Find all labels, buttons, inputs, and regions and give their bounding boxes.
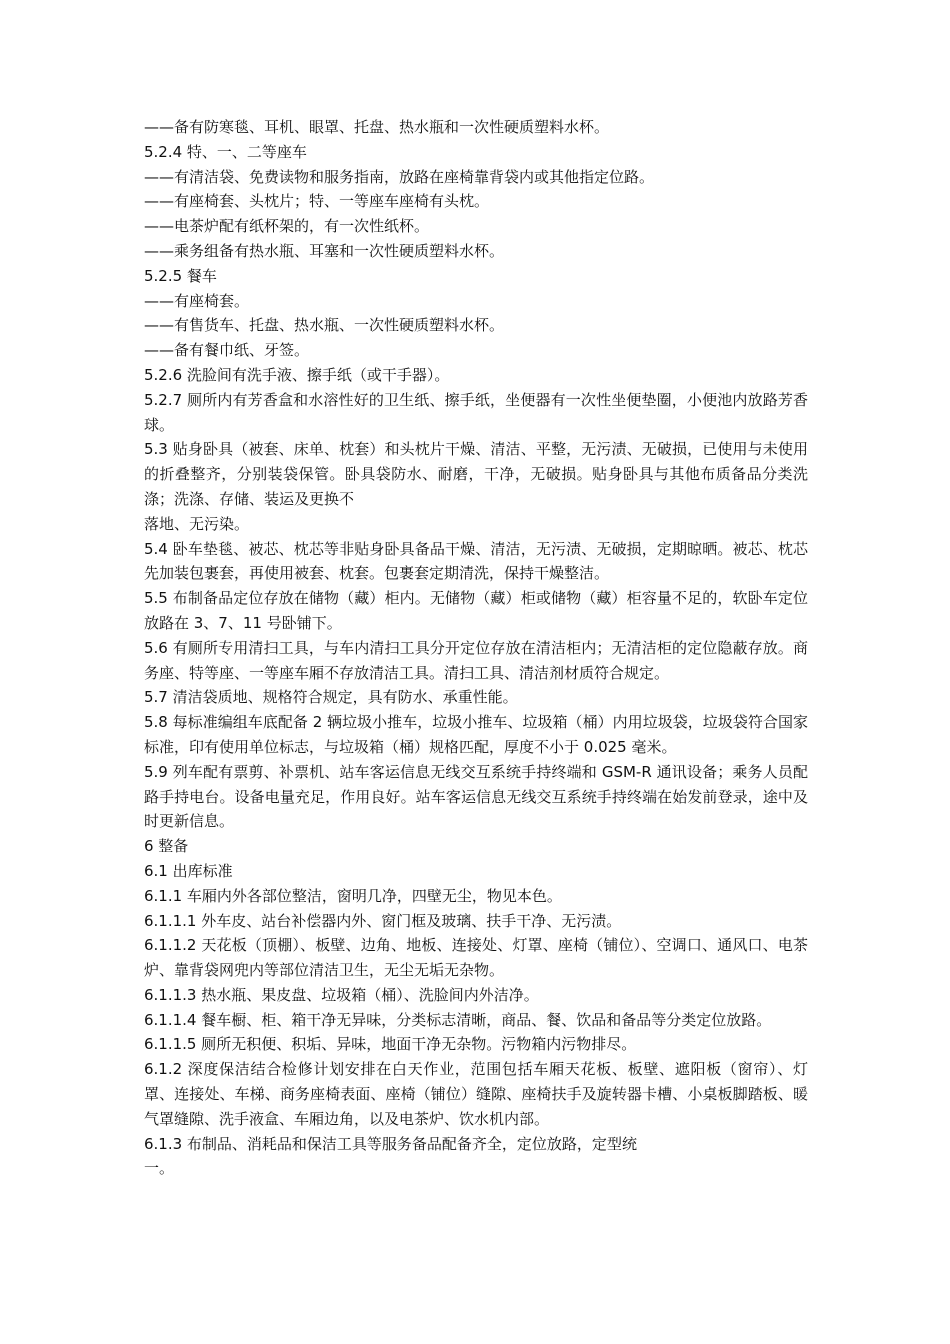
paragraph: 6.1.1.2 天花板（顶棚）、板壁、边角、地板、连接处、灯罩、座椅（铺位）、空调口、通风口、电茶炉、靠背袋网兜内等部位清洁卫生，无尘无垢无杂物。 bbox=[144, 936, 808, 980]
paragraph: 5.9 列车配有票剪、补票机、站车客运信息无线交互系统手持终端和 GSM-R 通讯设备；乘务人员配路手持电台。设备电量充足，作用良好。站车客运信息无线交互系统手持终端在始发前登录，途中及时更新信息。 bbox=[144, 762, 808, 831]
section-heading: 6 整备 bbox=[144, 837, 189, 856]
paragraph: 6.1.1.5 厕所无积便、积垢、异味，地面干净无杂物。污物箱内污物排尽。 bbox=[144, 1035, 637, 1054]
paragraph: 6.1.1.4 餐车橱、柜、箱干净无异味，分类标志清晰，商品、餐、饮品和备品等分类定位放路。 bbox=[144, 1010, 772, 1029]
paragraph: ——有座椅套、头枕片；特、一等座车座椅有头枕。 bbox=[144, 192, 490, 211]
paragraph: 5.6 有厕所专用清扫工具，与车内清扫工具分开定位存放在清洁柜内；无清洁柜的定位隐蔽存放。商务座、特等座、一等座车厢不存放清洁工具。清扫工具、清洁剂材质符合规定。 bbox=[144, 638, 808, 682]
paragraph: 5.2.7 厕所内有芳香盒和水溶性好的卫生纸、擦手纸，坐便器有一次性坐便垫圈，小便池内放路芳香球。 bbox=[144, 390, 808, 434]
paragraph: 6.1.1.3 热水瓶、果皮盘、垃圾箱（桶）、洗脸间内外洁净。 bbox=[144, 985, 539, 1004]
paragraph: 6.1.3 布制品、消耗品和保洁工具等服务备品配备齐全，定位放路，定型统 bbox=[144, 1134, 637, 1153]
paragraph: 落地、无污染。 bbox=[144, 514, 250, 533]
paragraph: ——有座椅套。 bbox=[144, 291, 250, 310]
paragraph: 6.1.2 深度保洁结合检修计划安排在白天作业，范围包括车厢天花板、板壁、遮阳板（窗帘）、灯罩、连接处、车梯、商务座椅表面、座椅（铺位）缝隙、座椅扶手及旋转器卡槽、小桌板脚踏板、暖气罩缝隙、洗手液盒、车厢边角，以及电茶炉、饮水机内部。 bbox=[144, 1060, 808, 1128]
section-heading: 5.2.4 特、一、二等座车 bbox=[144, 142, 307, 161]
paragraph: 5.3 贴身卧具（被套、床单、枕套）和头枕片干燥、清洁、平整，无污渍、无破损，已使用与未使用的折叠整齐，分别装袋保管。卧具袋防水、耐磨，干净，无破损。贴身卧具与其他布质备品分类洗涤；洗涤、存储、装运及更换不 bbox=[144, 440, 808, 508]
paragraph: ——电茶炉配有纸杯架的，有一次性纸杯。 bbox=[144, 217, 430, 236]
paragraph: ——有售货车、托盘、热水瓶、一次性硬质塑料水杯。 bbox=[144, 316, 505, 335]
paragraph: ——备有防寒毯、耳机、眼罩、托盘、热水瓶和一次性硬质塑料水杯。 bbox=[144, 118, 610, 136]
section-heading: 6.1 出库标准 bbox=[144, 861, 233, 880]
paragraph: 5.8 每标准编组车底配备 2 辆垃圾小推车，垃圾小推车、垃圾箱（桶）内用垃圾袋，垃圾袋符合国家标准，印有使用单位标志，与垃圾箱（桶）规格匹配，厚度不小于 0.025 毫米。 bbox=[144, 713, 808, 756]
paragraph: 6.1.1 车厢内外各部位整洁，窗明几净，四壁无尘，物见本色。 bbox=[144, 886, 562, 905]
document-page bbox=[144, 115, 808, 1181]
paragraph: 5.4 卧车垫毯、被芯、枕芯等非贴身卧具备品干燥、清洁，无污渍、无破损，定期晾晒。被芯、枕芯先加装包裹套，再使用被套、枕套。包裹套定期清洗，保持干燥整洁。 bbox=[144, 539, 808, 583]
paragraph: 6.1.1.1 外车皮、站台补偿器内外、窗门框及玻璃、扶手干净、无污渍。 bbox=[144, 911, 622, 930]
paragraph: ——备有餐巾纸、牙签。 bbox=[144, 341, 310, 360]
section-heading: 5.2.5 餐车 bbox=[144, 266, 217, 285]
paragraph: 5.7 清洁袋质地、规格符合规定，具有防水、承重性能。 bbox=[144, 688, 518, 707]
paragraph: 一。 bbox=[144, 1159, 175, 1178]
paragraph: ——有清洁袋、免费读物和服务指南，放路在座椅靠背袋内或其他指定位路。 bbox=[144, 167, 655, 186]
paragraph: ——乘务组备有热水瓶、耳塞和一次性硬质塑料水杯。 bbox=[144, 241, 505, 260]
paragraph: 5.5 布制备品定位存放在储物（藏）柜内。无储物（藏）柜或储物（藏）柜容量不足的，软卧车定位放路在 3、7、11 号卧铺下。 bbox=[144, 589, 808, 632]
paragraph: 5.2.6 洗脸间有洗手液、擦手纸（或干手器）。 bbox=[144, 365, 450, 384]
